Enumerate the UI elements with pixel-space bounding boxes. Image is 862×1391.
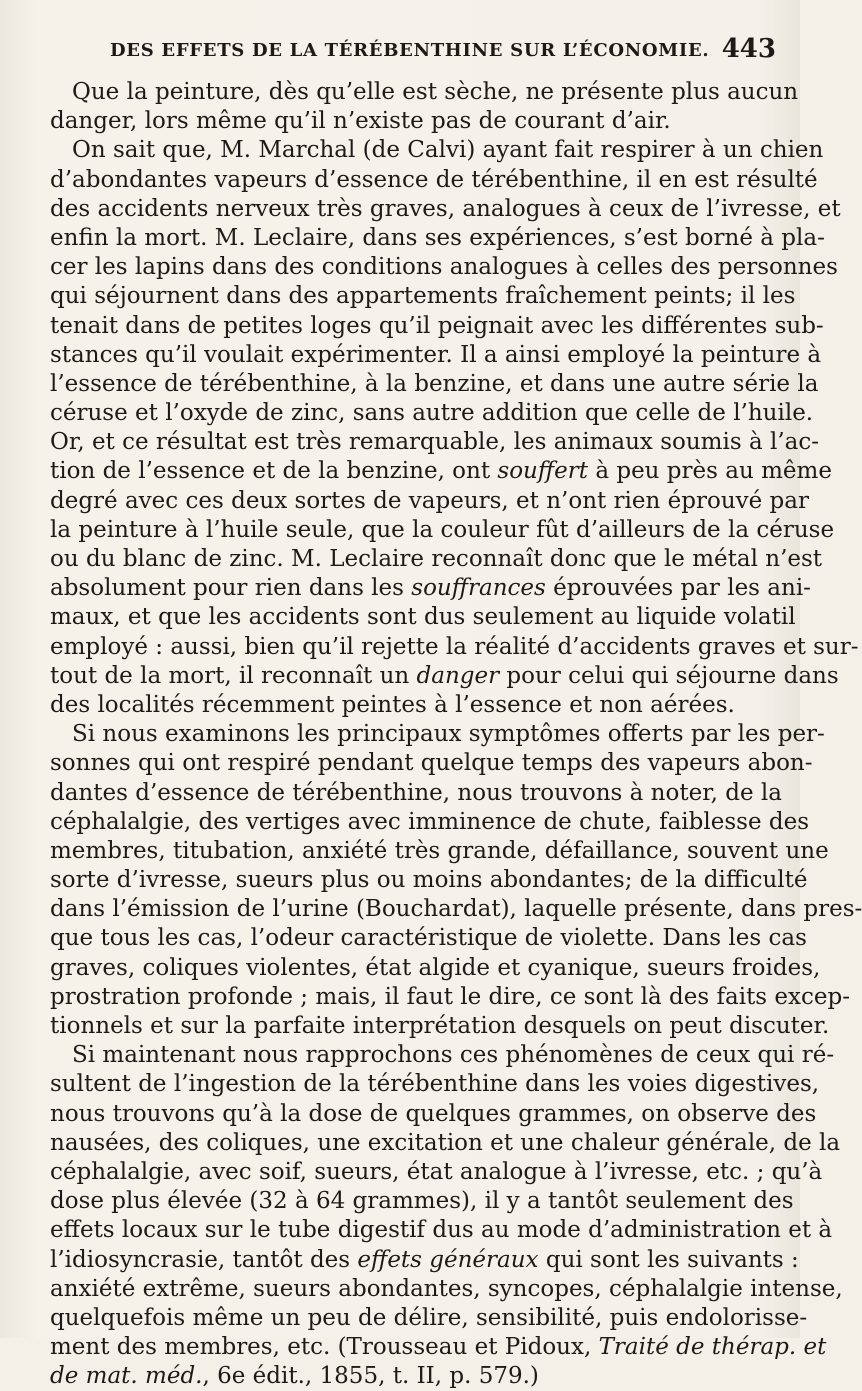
text-line: sorte d’ivresse, sueurs plus ou moins abondantes; de la difficulté <box>50 867 808 894</box>
text-line: Si maintenant nous rapprochons ces phénomènes de ceux qui ré- <box>72 1042 835 1069</box>
text-line: l’idiosyncrasie, tantôt des effets généraux qui sont les suivants : <box>50 1246 799 1273</box>
text-line: quelquefois même un peu de délire, sensibilité, puis endolorisse- <box>50 1304 808 1331</box>
text-line: tion de l’essence et de la benzine, ont souffert à peu près au même <box>50 458 832 485</box>
text-line: sultent de l’ingestion de la térébenthine dans les voies digestives, <box>50 1071 820 1098</box>
paragraph <box>50 1041 843 1391</box>
page-body <box>50 78 862 1391</box>
text-line: de mat. méd., 6e édit., 1855, t. II, p. 579.) <box>50 1363 539 1390</box>
text-line: ment des membres, etc. (Trousseau et Pidoux, Traité de thérap. et <box>50 1334 827 1361</box>
page-header <box>110 34 790 68</box>
text-line: tout de la mort, il reconnaît un danger pour celui qui séjourne dans <box>50 662 839 689</box>
text-line: dose plus élevée (32 à 64 grammes), il y a tantôt seulement des <box>50 1188 794 1215</box>
text-line: céphalalgie, avec soif, sueurs, état analogue à l’ivresse, etc. ; qu’à <box>50 1158 823 1185</box>
text-line: Si nous examinons les principaux symptômes offerts par les per- <box>72 721 825 748</box>
text-line: des localités récemment peintes à l’essence et non aérées. <box>50 691 735 718</box>
text-line: danger, lors même qu’il n’existe pas de courant d’air. <box>50 108 671 135</box>
text-line: maux, et que les accidents sont dus seulement au liquide volatil <box>50 604 796 631</box>
text-line: tionnels et sur la parfaite interprétation desquels on peut discuter. <box>50 1013 830 1039</box>
text-line: dantes d’essence de térébenthine, nous trouvons à noter, de la <box>50 779 783 806</box>
text-line: enfin la mort. M. Leclaire, dans ses expériences, s’est borné à pla- <box>50 224 825 251</box>
text-line: céphalalgie, des vertiges avec imminence de chute, faiblesse des <box>50 808 810 835</box>
text-line: nous trouvons qu’à la dose de quelques grammes, on observe des <box>50 1100 817 1127</box>
text-line: anxiété extrême, sueurs abondantes, syncopes, céphalalgie intense, <box>50 1275 843 1302</box>
text-line: membres, titubation, anxiété très grande, défaillance, souvent une <box>50 837 829 864</box>
text-line: absolument pour rien dans les souffrances éprouvées par les ani- <box>50 575 811 602</box>
text-line: d’abondantes vapeurs d’essence de térébenthine, il en est résulté <box>50 166 818 193</box>
text-line: employé : aussi, bien qu’il rejette la réalité d’accidents graves et sur- <box>50 633 859 660</box>
text-line: céruse et l’oxyde de zinc, sans autre addition que celle de l’huile. <box>50 400 814 427</box>
text-line: Or, et ce résultat est très remarquable, les animaux soumis à l’ac- <box>50 429 819 456</box>
text-line: tenait dans de petites loges qu’il peignait avec les différentes sub- <box>50 312 824 339</box>
page-number: 443 <box>721 34 776 64</box>
paragraph <box>50 136 859 720</box>
text-line: qui séjournent dans des appartements fraîchement peints; il les <box>50 283 796 310</box>
text-line: nausées, des coliques, une excitation et une chaleur générale, de la <box>50 1129 841 1156</box>
text-line: prostration profonde ; mais, il faut le dire, ce sont là des faits excep- <box>50 983 850 1010</box>
text-line: stances qu’il voulait expérimenter. Il a ainsi employé la peinture à <box>50 341 822 368</box>
text-line: des accidents nerveux très graves, analogues à ceux de l’ivresse, et <box>50 195 841 222</box>
text-line: dans l’émission de l’urine (Bouchardat), laquelle présente, dans pres- <box>50 896 862 923</box>
text-line: ou du blanc de zinc. M. Leclaire reconnaît donc que le métal n’est <box>50 546 823 572</box>
text-line: degré avec ces deux sortes de vapeurs, et n’ont rien éprouvé par <box>50 487 809 514</box>
text-line: Que la peinture, dès qu’elle est sèche, ne présente plus aucun <box>72 79 799 105</box>
text-line: graves, coliques violentes, état algide et cyanique, sueurs froides, <box>50 954 821 981</box>
text-line: effets locaux sur le tube digestif dus au mode d’administration et à <box>50 1217 833 1244</box>
text-line: On sait que, M. Marchal (de Calvi) ayant fait respirer à un chien <box>72 137 824 164</box>
text-line: que tous les cas, l’odeur caractéristique de violette. Dans les cas <box>50 925 807 952</box>
text-line: l’essence de térébenthine, à la benzine, et dans une autre série la <box>50 370 819 397</box>
running-head: DES EFFETS DE LA TÉRÉBENTHINE SUR L’ÉCONOMIE. <box>110 40 710 61</box>
text-line: cer les lapins dans des conditions analogues à celles des personnes <box>50 254 838 281</box>
paragraph <box>50 78 799 136</box>
paragraph <box>50 720 862 1041</box>
text-line: sonnes qui ont respiré pendant quelque temps des vapeurs abon- <box>50 750 813 777</box>
text-line: la peinture à l’huile seule, que la couleur fût d’ailleurs de la céruse <box>50 516 835 543</box>
